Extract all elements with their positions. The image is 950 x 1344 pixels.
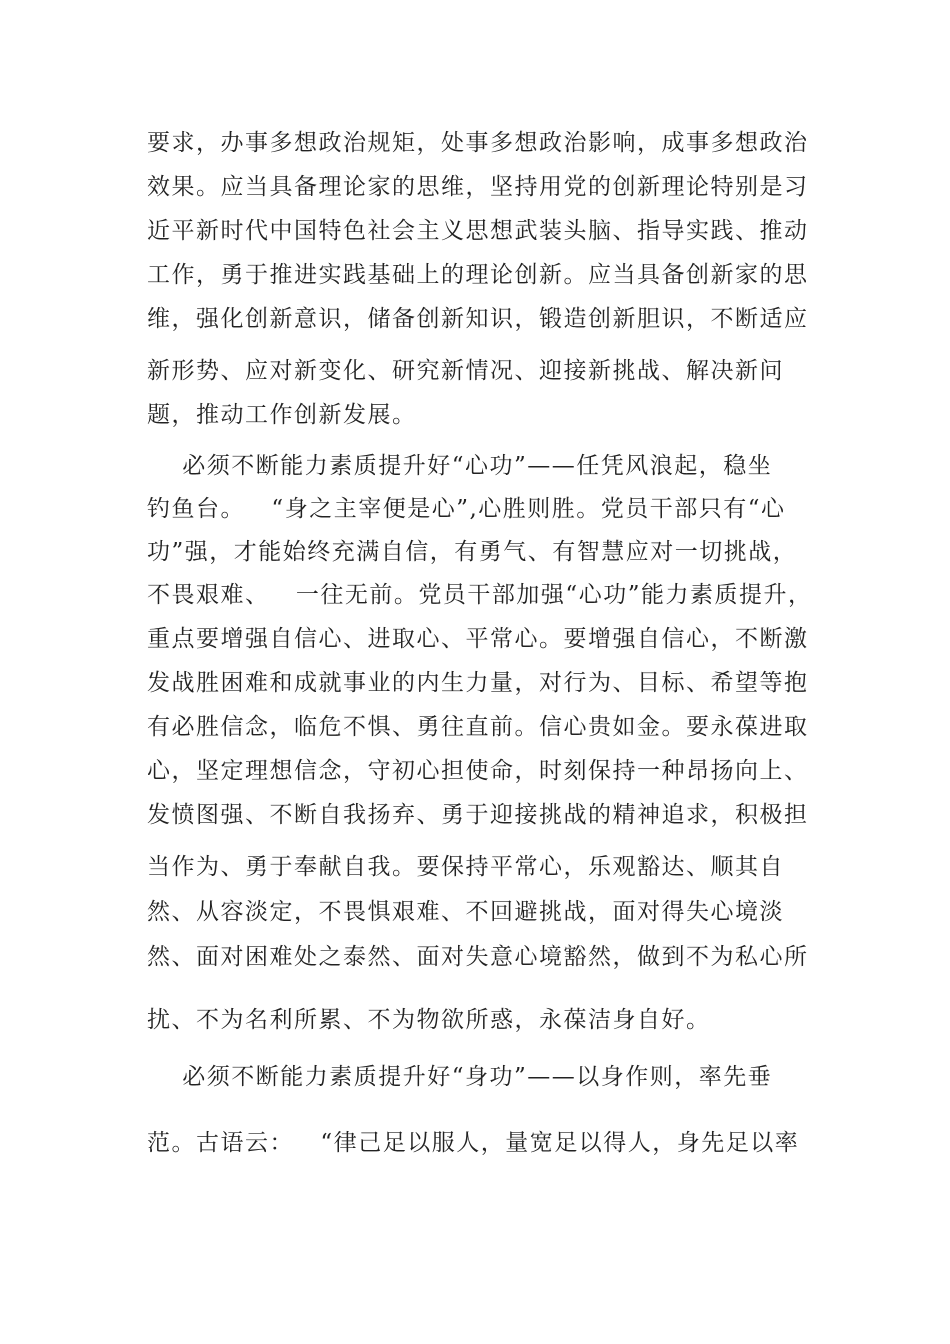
text-line: 要求，办事多想政治规矩，处事多想政治影响，成事多想政治 [147,130,809,156]
text-line: 重点要增强自信心、进取心、平常心。要增强自信心，不断激 [147,626,809,652]
text-line: 效果。应当具备理论家的思维，坚持用党的创新理论特别是习 [147,174,809,200]
text-line: 新形势、应对新变化、研究新情况、迎接新挑战、解决新问 [147,358,784,384]
text-line: 近平新时代中国特色社会主义思想武装头脑、指导实践、推动 [147,218,809,244]
text-line: 然、面对困难处之泰然、面对失意心境豁然，做到不为私心所 [147,944,809,970]
text-line: 维，强化创新意识，储备创新知识，锻造创新胆识，不断适应 [147,306,809,332]
text-line: 然、从容淡定，不畏惧艰难、不回避挑战，面对得失心境淡 [147,899,784,925]
text-line: 功”强，才能始终充满自信，有勇气、有智慧应对一切挑战， [147,539,798,565]
text-line: 不畏艰难、 一往无前。党员干部加强“心功”能力素质提升， [147,582,813,608]
paragraph-start-line: 必须不断能力素质提升好“心功”——任凭风浪起，稳坐 [147,453,773,479]
text-line: 发战胜困难和成就事业的内生力量，对行为、目标、希望等抱 [147,670,809,696]
text-line: 有必胜信念，临危不惧、勇往直前。信心贵如金。要永葆进取 [147,714,809,740]
text-line: 题，推动工作创新发展。 [147,402,417,428]
text-line: 范。古语云： “律己足以服人，量宽足以得人，身先足以率 [147,1130,800,1156]
text-line: 工作，勇于推进实践基础上的理论创新。应当具备创新家的思 [147,262,809,288]
text-line: 发愤图强、不断自我扬弃、勇于迎接挑战的精神追求，积极担 [147,802,809,828]
text-line: 钓鱼台。 “身之主宰便是心”,心胜则胜。党员干部只有“心 [147,496,786,522]
text-line: 当作为、勇于奉献自我。要保持平常心，乐观豁达、顺其自 [147,854,784,880]
paragraph-start-line: 必须不断能力素质提升好“身功”——以身作则，率先垂 [147,1064,773,1090]
text-line: 扰、不为名利所累、不为物欲所惑，永葆洁身自好。 [147,1007,711,1033]
text-line: 心，坚定理想信念，守初心担使命，时刻保持一种昂扬向上、 [147,758,809,784]
